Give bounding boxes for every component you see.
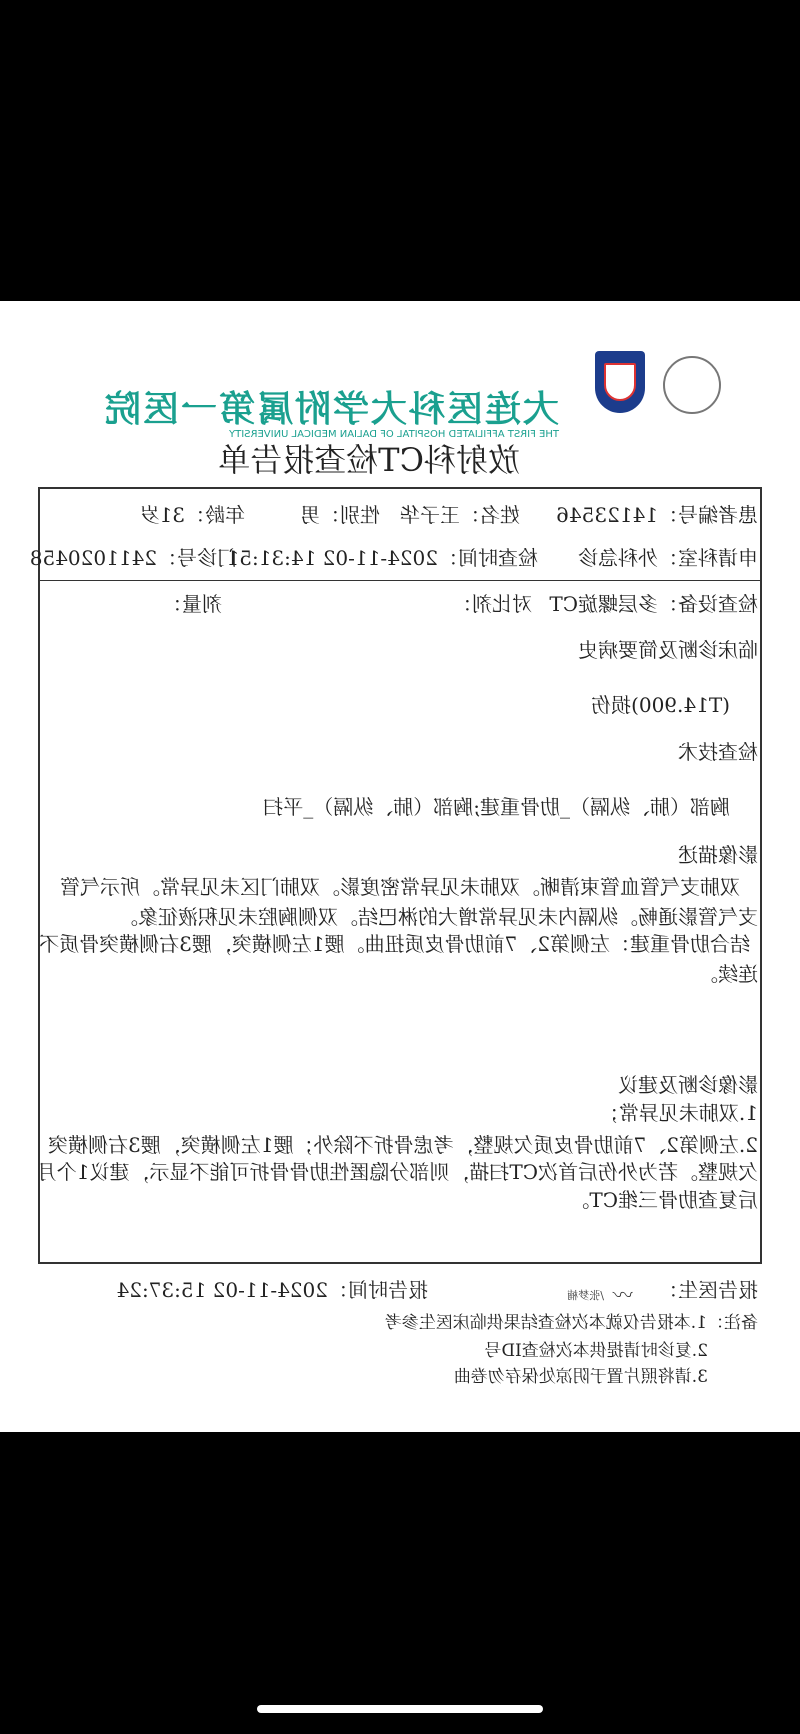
exam-device: 检查设备：多层螺旋CT	[549, 592, 758, 616]
report-time: 报告时间：2024-11-02 15:37:24	[116, 1278, 428, 1302]
patient-id: 患者编号：14123546	[556, 503, 758, 527]
report-title: 放射科CT检查报告单	[218, 441, 520, 479]
header-divider	[38, 580, 762, 581]
hospital-logo-cn: 大连医科大学附属第一医院	[102, 389, 559, 430]
impression-line: 2.左侧第2、7前肋骨皮质欠规整，考虑骨折不除外；腰1左侧横突，腰3右侧横突	[48, 1133, 758, 1157]
patient-age: 年龄：31岁	[139, 503, 245, 527]
findings-heading: 影像描述	[678, 843, 758, 867]
seal-stamp-icon	[663, 356, 721, 414]
clinical-text: (T14.900)损伤	[591, 693, 730, 717]
doctor-name: /张梦楠	[567, 1289, 604, 1302]
patient-name: 姓名：王子华	[400, 503, 520, 527]
doctor-signature: 〰︎	[615, 1283, 635, 1307]
technique-heading: 检查技术	[678, 740, 758, 764]
findings-line: 支气管影通畅。纵隔内未见异常增大的淋巴结。双侧胸腔未见积液征象。	[118, 905, 758, 929]
dose: 剂量：	[162, 592, 222, 616]
doctor-label: 报告医生：	[658, 1278, 758, 1302]
impression-line: 后复查肋骨三维CT。	[569, 1188, 758, 1212]
impression-heading: 影像诊断及建议	[618, 1073, 758, 1097]
department: 申请科室：外科急诊	[578, 546, 758, 570]
exam-time: 检查时间：2024-11-02 14:31:51	[226, 546, 538, 570]
patient-sex: 性别：男	[300, 503, 380, 527]
technique-text: 胸部（肺、纵隔）_肋骨重建;胸部（肺、纵隔）_平扫	[263, 795, 730, 819]
note-line: 2.复诊时请提供本次检查ID号	[484, 1341, 708, 1361]
clinical-heading: 临床诊断及简要病史	[578, 638, 758, 662]
clinic-number: 门诊号：2411020458	[29, 546, 237, 570]
note-line: 3.请将照片置于阴凉处保存勿卷曲	[453, 1367, 708, 1387]
findings-line: 连续。	[698, 962, 758, 986]
contrast-agent: 对比剂：	[452, 592, 532, 616]
note-line: 备注：1.本报告仅就本次检查结果供临床医生参考	[384, 1313, 758, 1333]
hospital-emblem-icon	[595, 351, 645, 413]
impression-line: 1.双肺未见异常；	[598, 1101, 758, 1125]
report-document	[0, 301, 800, 1432]
impression-line: 欠规整。若为外伤后首次CT扫描，则部分隐匿性肋骨骨折可能不显示，建议1个月	[36, 1160, 758, 1184]
findings-line: 结合肋骨重建：左侧第2、7前肋骨皮质扭曲。腰1左侧横突，腰3右侧横突骨质不	[39, 932, 750, 956]
hospital-logo-en: THE FIRST AFFILIATED HOSPITAL OF DALIAN MEDICAL UNIVERSITY	[229, 429, 559, 440]
findings-line: 双肺支气管血管束清晰。双肺未见异常密度影。双肺门区未见异常。所示气管	[60, 875, 740, 899]
home-indicator[interactable]	[257, 1705, 543, 1713]
